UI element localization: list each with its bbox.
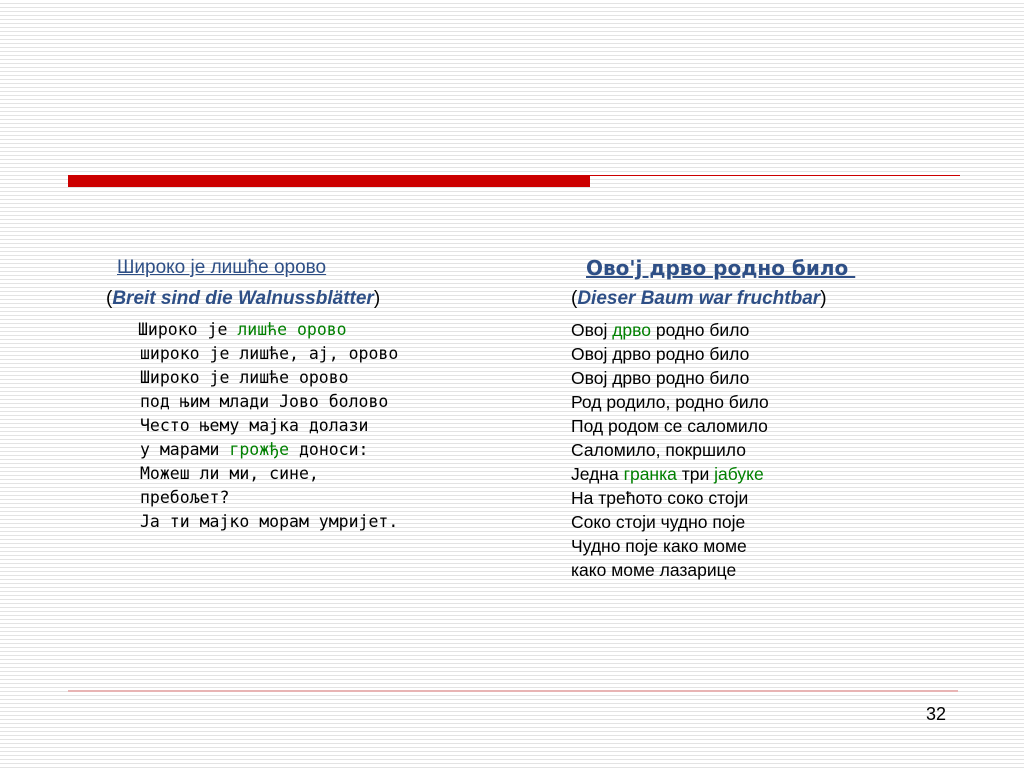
verse-line: Можеш ли ми, сине, — [140, 464, 319, 483]
verse-line: Често њему мајка долази — [140, 416, 369, 435]
verse-line: под њим млади Јово болово — [140, 392, 389, 411]
verse-line: Широко је лишће орово — [140, 368, 349, 387]
verse-line: широко је лишће, ај, орово — [140, 344, 399, 363]
left-song-verse — [138, 318, 398, 534]
verse-line: Овој дрво родно било — [571, 344, 750, 364]
verse-line: Саломило, покршило — [571, 440, 746, 460]
left-song-subtitle: (Breit sind die Walnussblätter) — [106, 288, 381, 309]
verse-line: На трећото соко стоји — [571, 488, 749, 508]
right-song-subtitle: (Dieser Baum war fruchtbar) — [571, 288, 827, 309]
right-song-title[interactable]: Ово'ј дрво родно било — [586, 256, 856, 280]
verse-line: Под родом се саломило — [571, 416, 768, 436]
left-song-title[interactable]: Широко је лишће орово — [117, 257, 327, 278]
verse-line: Једна гранка три јабуке — [571, 464, 764, 484]
verse-line: Род родило, родно било — [571, 392, 769, 412]
header-accent-line — [590, 175, 960, 176]
verse-line: у марами грожђе доноси: — [140, 440, 369, 459]
verse-line: Соко стоји чудно поје — [571, 512, 746, 532]
verse-line: како моме лазарице — [571, 560, 737, 580]
footer-divider — [68, 690, 958, 692]
verse-line: Овој дрво родно било — [571, 320, 750, 340]
header-accent-bar — [68, 175, 590, 187]
right-song-verse — [571, 318, 769, 582]
verse-line: Ја ти мајко морам умријет. — [140, 512, 399, 531]
verse-line: пребољет? — [140, 488, 230, 507]
verse-line: Чудно поје како моме — [571, 536, 747, 556]
page-number: 32 — [925, 704, 946, 724]
verse-line: Овој дрво родно било — [571, 368, 750, 388]
verse-line: Широко је лишће орово — [138, 320, 347, 339]
